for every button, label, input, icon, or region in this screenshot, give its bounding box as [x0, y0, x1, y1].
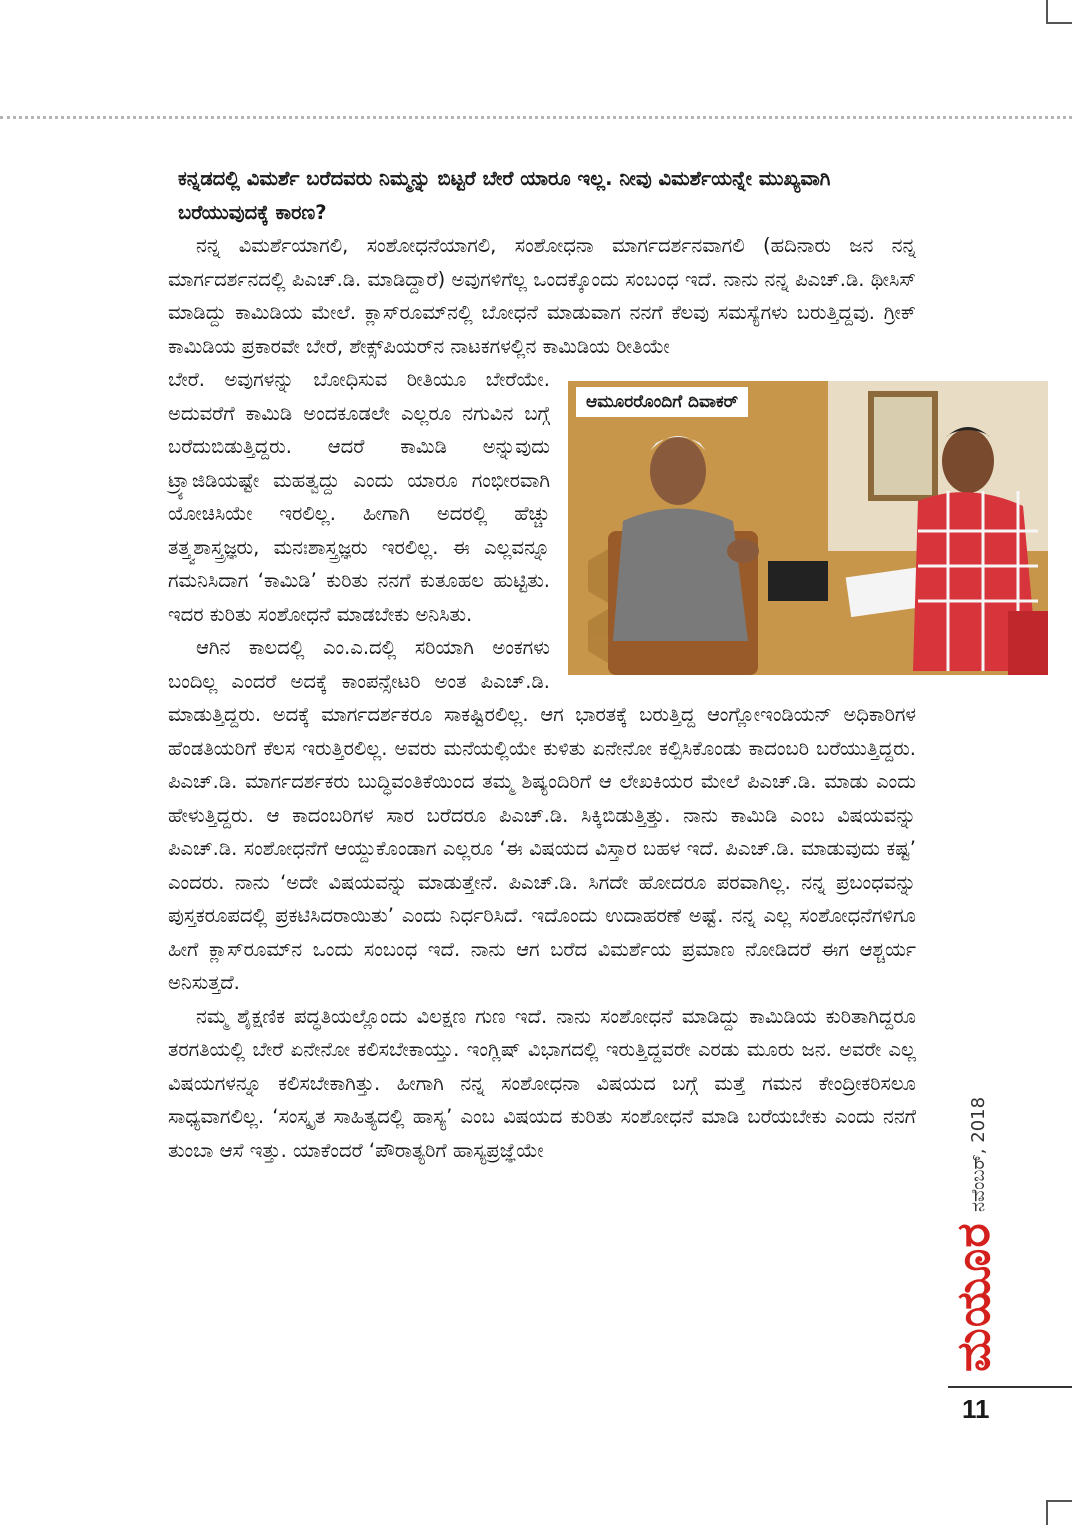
article-body — [168, 162, 916, 1167]
crop-mark-bottom — [1046, 1500, 1048, 1525]
photo-illustration — [568, 381, 1048, 675]
paragraph-1a: ನನ್ನ ವಿಮರ್ಶೆಯಾಗಲಿ, ಸಂಶೋಧನೆಯಾಗಲಿ, ಸಂಶೋಧನಾ ಮಾರ್ಗದರ್ಶನವಾಗಲಿ (ಹದಿನಾರು ಜನ ನನ್ನ ಮಾರ್ಗದರ್ಶನದಲ್ಲಿ ಪಿಎಚ್.ಡಿ. ಮಾಡಿದ್ದಾರೆ) ಅವುಗಳಿಗೆಲ್ಲ ಒಂದಕ್ಕೊಂದು ಸಂಬಂಧ ಇದೆ. ನಾನು ನನ್ನ ಪಿಎಚ್.ಡಿ. ಥೀಸಿಸ್ ಮಾಡಿದ್ದು ಕಾಮಿಡಿಯ ಮೇಲೆ. ಕ್ಲಾಸ್‌ರೂಮ್‌ನಲ್ಲಿ ಬೋಧನೆ ಮಾಡುವಾಗ ನನಗೆ ಕೆಲವು ಸಮಸ್ಯೆಗಳು ಬರುತ್ತಿದ್ದವು. ಗ್ರೀಕ್ ಕಾಮಿಡಿಯ ಪ್ರಕಾರವೇ ಬೇರೆ, ಶೇಕ್ಸ್‌ಪಿಯರ್‌ನ ನಾಟಕಗಳಲ್ಲಿನ ಕಾಮಿಡಿಯ ರೀತಿಯೇ — [168, 234, 916, 358]
page-number-rule — [948, 1386, 1072, 1388]
interview-question: ಕನ್ನಡದಲ್ಲಿ ವಿಮರ್ಶೆ ಬರೆದವರು ನಿಮ್ಮನ್ನು ಬಿಟ್ಟರೆ ಬೇರೆ ಯಾರೂ ಇಲ್ಲ. ನೀವು ವಿಮರ್ಶೆಯನ್ನೇ ಮುಖ್ಯವಾಗಿ ಬರೆಯುವುದಕ್ಕೆ ಕಾರಣ? — [178, 167, 831, 224]
interview-photo — [568, 381, 1048, 675]
crop-mark-bottom-h — [1046, 1500, 1072, 1502]
photo-caption: ಆಮೂರರೊಂದಿಗೆ ದಿವಾಕರ್ — [576, 387, 748, 417]
paragraph-1b: ಬೇರೆ. ಅವುಗಳನ್ನು ಬೋಧಿಸುವ ರೀತಿಯೂ ಬೇರೆಯೇ. ಅದುವರೆಗೆ ಕಾಮಿಡಿ ಅಂದಕೂಡಲೇ ಎಲ್ಲರೂ ನಗುವಿನ ಬಗ್ಗೆ ಬರೆದುಬಿಡುತ್ತಿದ್ದರು. ಆದರೆ ಕಾಮಿಡಿ ಅನ್ನುವುದು ಟ್ರ್ಯಾಜಿಡಿಯಷ್ಟೇ ಮಹತ್ವದ್ದು ಎಂದು ಯಾರೂ ಗಂಭೀರವಾಗಿ ಯೋಚಿಸಿಯೇ ಇರಲಿಲ್ಲ. ಹೀಗಾಗಿ ಅದರಲ್ಲಿ ಹೆಚ್ಚು ತತ್ತ್ವಶಾಸ್ತ್ರಜ್ಞರು, ಮನಃಶಾಸ್ತ್ರಜ್ಞರು ಇರಲಿಲ್ಲ. ಈ ಎಲ್ಲವನ್ನೂ ಗಮನಿಸಿದಾಗ ‘ಕಾಮಿಡಿ’ ಕುರಿತು ನನಗೆ ಕುತೂಹಲ ಹುಟ್ಟಿತು. ಇದರ ಕುರಿತು ಸಂಶೋಧನೆ ಮಾಡಬೇಕು ಅನಿಸಿತು. — [168, 368, 550, 626]
paragraph-2: ಆಗಿನ ಕಾಲದಲ್ಲಿ ಎಂ.ಎ.ದಲ್ಲಿ ಸರಿಯಾಗಿ ಅಂಕಗಳು ಬಂದಿಲ್ಲ ಎಂದರೆ ಅದಕ್ಕೆ ಕಾಂಪನ್ಸೇಟರಿ ಅಂತ ಪಿಎಚ್.ಡಿ. ಮಾಡುತ್ತಿದ್ದರು. ಅದಕ್ಕೆ ಮಾರ್ಗದರ್ಶಕರೂ ಸಾಕಷ್ಟಿರಲಿಲ್ಲ. ಆಗ ಭಾರತಕ್ಕೆ ಬರುತ್ತಿದ್ದ ಆಂಗ್ಲೋಇಂಡಿಯನ್ ಅಧಿಕಾರಿಗಳ ಹೆಂಡತಿಯರಿಗೆ ಕೆಲಸ ಇರುತ್ತಿರಲಿಲ್ಲ. ಅವರು ಮನೆಯಲ್ಲಿಯೇ ಕುಳಿತು ಏನೇನೋ ಕಲ್ಪಿಸಿಕೊಂಡು ಕಾದಂಬರಿ ಬರೆಯುತ್ತಿದ್ದರು. ಪಿಎಚ್.ಡಿ. ಮಾರ್ಗದರ್ಶಕರು ಬುದ್ಧಿವಂತಿಕೆಯಿಂದ ತಮ್ಮ ಶಿಷ್ಯಂದಿರಿಗೆ ಆ ಲೇಖಕಿಯರ ಮೇಲೆ ಪಿಎಚ್.ಡಿ. ಮಾಡು ಎಂದು ಹೇಳುತ್ತಿದ್ದರು. ಆ ಕಾದಂಬರಿಗಳ ಸಾರ ಬರೆದರೂ ಪಿಎಚ್.ಡಿ. ಸಿಕ್ಕಿಬಿಡುತ್ತಿತ್ತು. ನಾನು ಕಾಮಿಡಿ ಎಂಬ ವಿಷಯವನ್ನು ಪಿಎಚ್.ಡಿ. ಸಂಶೋಧನೆಗೆ ಆಯ್ದುಕೊಂಡಾಗ ಎಲ್ಲರೂ ‘ಈ ವಿಷಯದ ವಿಸ್ತಾರ ಬಹಳ ಇದೆ. ಪಿಎಚ್.ಡಿ. ಮಾಡುವುದು ಕಷ್ಟ’ ಎಂದರು. ನಾನು ‘ಅದೇ ವಿಷಯವನ್ನು ಮಾಡುತ್ತೇನೆ. ಪಿಎಚ್.ಡಿ. ಸಿಗದೇ ಹೋದರೂ ಪರವಾಗಿಲ್ಲ. ನನ್ನ ಪ್ರಬಂಧವನ್ನು ಪುಸ್ತಕರೂಪದಲ್ಲಿ ಪ್ರಕಟಿಸಿದರಾಯಿತು’ ಎಂದು ನಿರ್ಧರಿಸಿದೆ. ಇದೊಂದು ಉದಾಹರಣೆ ಅಷ್ಟೆ. ನನ್ನ ಎಲ್ಲ ಸಂಶೋಧನೆಗಳಿಗೂ ಹೀಗೆ ಕ್ಲಾಸ್‌ರೂಮ್‌ನ ಒಂದು ಸಂಬಂಧ ಇದೆ. ನಾನು ಆಗ ಬರೆದ ವಿಮರ್ಶೆಯ ಪ್ರಮಾಣ ನೋಡಿದರೆ ಈಗ ಆಶ್ಚರ್ಯ ಅನಿಸುತ್ತದೆ. — [168, 636, 916, 994]
issue-date: ನವೆಂಬರ್, 2018 — [968, 1096, 989, 1212]
page-number: 11 — [962, 1394, 990, 1424]
paragraph-3: ನಮ್ಮ ಶೈಕ್ಷಣಿಕ ಪದ್ಧತಿಯಲ್ಲೊಂದು ವಿಲಕ್ಷಣ ಗುಣ ಇದೆ. ನಾನು ಸಂಶೋಧನೆ ಮಾಡಿದ್ದು ಕಾಮಿಡಿಯ ಕುರಿತಾಗಿದ್ದರೂ ತರಗತಿಯಲ್ಲಿ ಬೇರೆ ಏನೇನೋ ಕಲಿಸಬೇಕಾಯ್ತು. ಇಂಗ್ಲಿಷ್ ವಿಭಾಗದಲ್ಲಿ ಇರುತ್ತಿದ್ದವರೇ ಎರಡು ಮೂರು ಜನ. ಅವರೇ ಎಲ್ಲ ವಿಷಯಗಳನ್ನೂ ಕಲಿಸಬೇಕಾಗಿತ್ತು. ಹೀಗಾಗಿ ನನ್ನ ಸಂಶೋಧನಾ ವಿಷಯದ ಬಗ್ಗೆ ಮತ್ತೆ ಗಮನ ಕೇಂದ್ರೀಕರಿಸಲೂ ಸಾಧ್ಯವಾಗಲಿಲ್ಲ. ‘ಸಂಸ್ಕೃತ ಸಾಹಿತ್ಯದಲ್ಲಿ ಹಾಸ್ಯ’ ಎಂಬ ವಿಷಯದ ಕುರಿತು ಸಂಶೋಧನೆ ಮಾಡಿ ಬರೆಯಬೇಕು ಎಂದು ನನಗೆ ತುಂಬಾ ಆಸೆ ಇತ್ತು. ಯಾಕೆಂದರೆ ‘ಪೌರಾತ್ಯರಿಗೆ ಹಾಸ್ಯಪ್ರಜ್ಞೆಯೇ — [168, 1004, 916, 1162]
crop-mark-top-h — [1046, 22, 1072, 24]
magazine-logo: ಮಯೂರ — [946, 1222, 1000, 1372]
header-dotted-rule — [0, 116, 1072, 119]
crop-mark-top — [1046, 0, 1048, 24]
